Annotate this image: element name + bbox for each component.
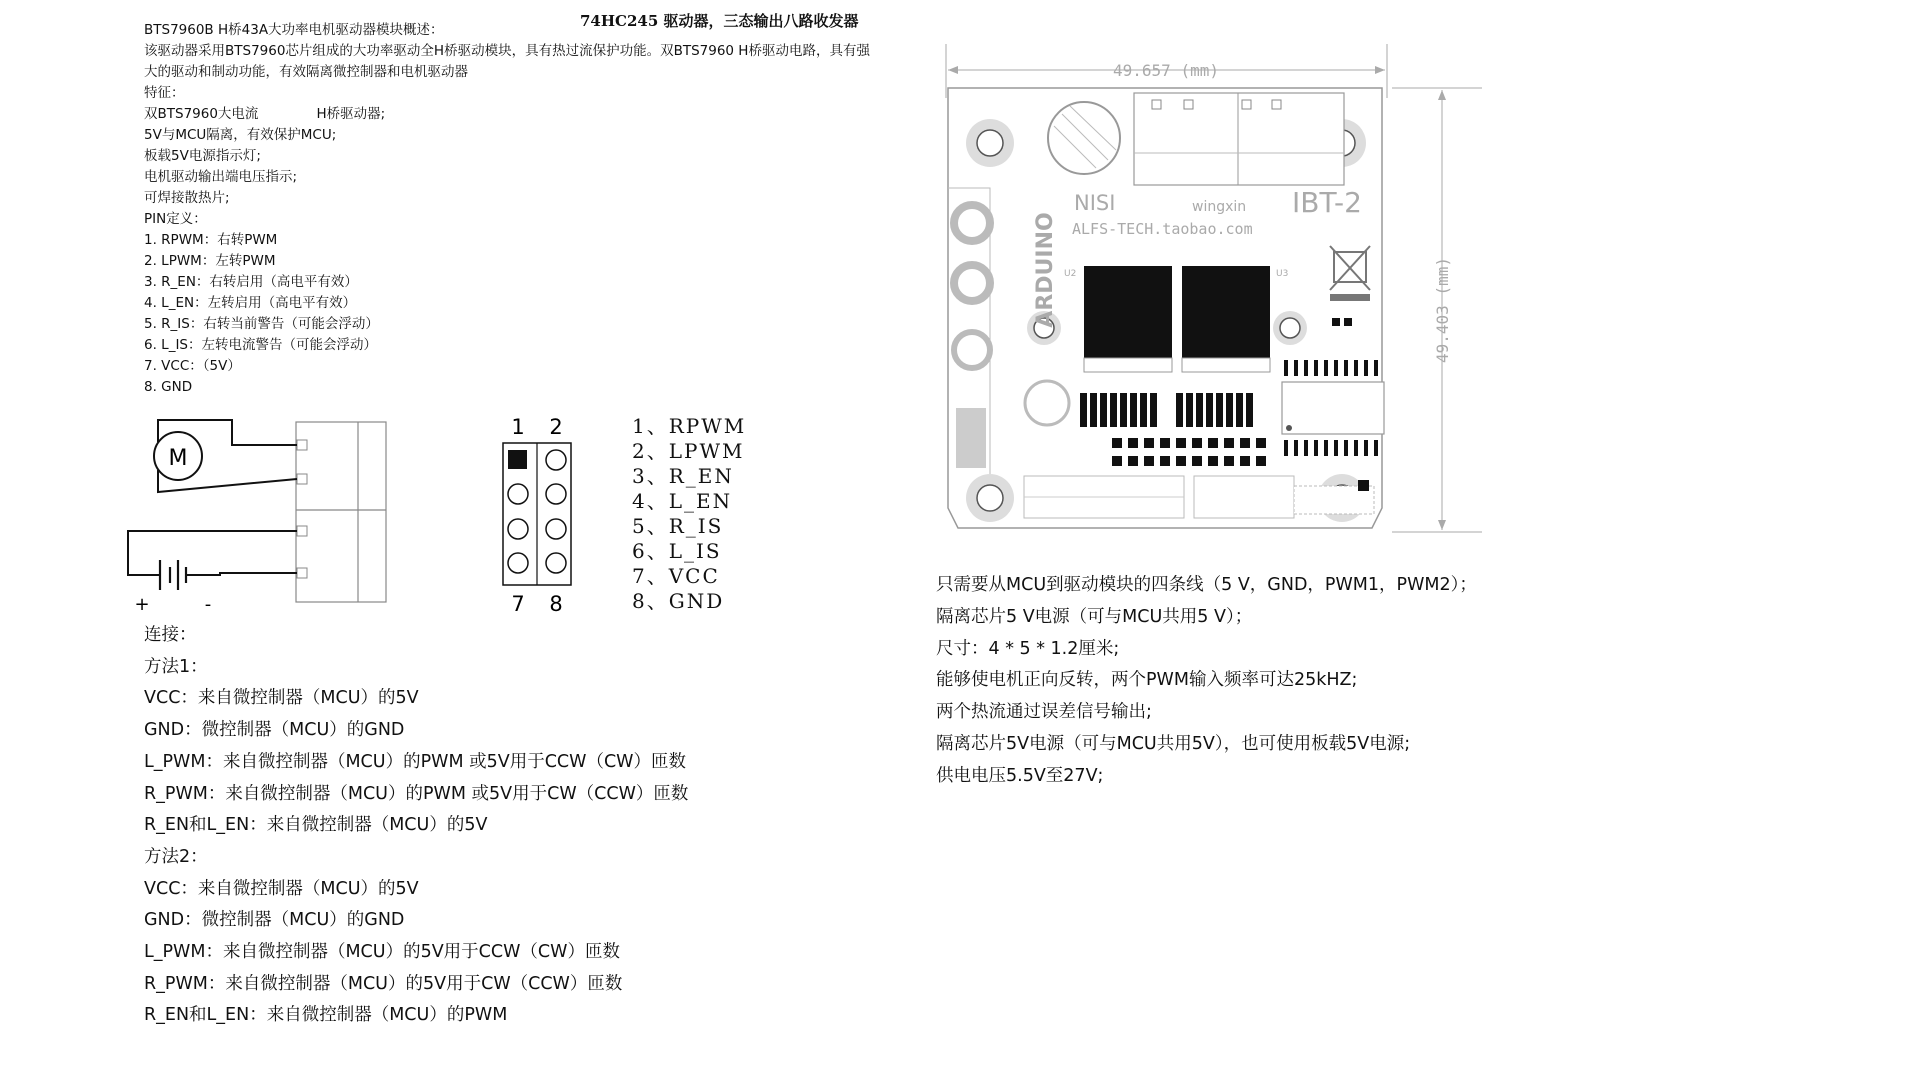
pin-header-label-8: 8 — [549, 592, 563, 616]
connection-line: L_PWM：来自微控制器（MCU）的5V用于CCW（CW）匝数 — [144, 942, 620, 963]
feature-line: 只需要从MCU到驱动模块的四条线（5 V，GND，PWM1，PWM2）； — [936, 575, 1477, 595]
pin-header-diagram — [494, 410, 594, 620]
pin-def-line: 8. GND — [144, 379, 193, 395]
desc-feature-dual-b: H桥驱动器; — [316, 106, 386, 122]
connection-instructions — [144, 620, 688, 1032]
pin-list-item: 8、GND — [632, 589, 725, 613]
board-model: IBT-2 — [1292, 186, 1362, 219]
connection-line: GND：微控制器（MCU）的GND — [144, 910, 405, 931]
pin-def-line: 6. L_IS：左转电流警告（可能会浮动） — [144, 337, 377, 353]
desc-line: 板载5V电源指示灯; — [144, 148, 261, 164]
terminal-block — [296, 422, 386, 602]
pin-def-line: 2. LPWM：左转PWM — [144, 253, 276, 269]
battery-minus-label: - — [204, 594, 212, 615]
desc-line: BTS7960B H桥43A大功率电机驱动器模块概述： — [144, 22, 444, 38]
pin-def-line: 3. R_EN：右转启用（高电平有效） — [144, 274, 358, 290]
pin-def-line: 4. L_EN：左转启用（高电平有效） — [144, 295, 357, 311]
pin-list-item: 6、L_IS — [632, 539, 722, 563]
feature-line: 供电电压5.5V至27V; — [936, 765, 1104, 786]
bts7960-chip-u3 — [1182, 266, 1270, 358]
pin-header-label-1: 1 — [511, 415, 525, 439]
connection-line: VCC：来自微控制器（MCU）的5V — [144, 878, 419, 899]
pin-header-label-2: 2 — [549, 415, 563, 439]
connection-line: VCC：来自微控制器（MCU）的5V — [144, 688, 419, 709]
board-height-dimension: 49.403 (mm) — [1433, 257, 1452, 363]
pin-list-item: 2、LPWM — [632, 439, 745, 463]
motor-label: M — [168, 446, 188, 471]
pin-def-line: 1. RPWM：右转PWM — [144, 232, 278, 248]
feature-line: 能够使电机正向反转，两个PWM输入频率可达25kHZ; — [936, 670, 1358, 691]
feature-list — [936, 570, 1477, 793]
pin-list-item: 1、RPWM — [632, 414, 747, 438]
method-heading: 方法2： — [144, 846, 208, 867]
board-brand: NISI — [1074, 191, 1116, 215]
connection-line: R_PWM：来自微控制器（MCU）的5V用于CW（CCW）匝数 — [144, 973, 623, 994]
mounting-hole-icon — [966, 474, 1014, 522]
wiring-diagram — [120, 410, 410, 620]
pin-header-label-7: 7 — [511, 592, 525, 616]
chip-u2-label: U2 — [1064, 269, 1077, 279]
isolator-ic — [1282, 382, 1384, 434]
method-heading: 方法1： — [144, 656, 208, 677]
pin-1-square — [508, 450, 527, 469]
connection-line: R_EN和L_EN：来自微控制器（MCU）的5V — [144, 815, 488, 836]
pin-list-item: 4、L_EN — [632, 489, 733, 513]
pin-list-item: 5、R_IS — [632, 514, 724, 538]
board-width-dimension: 49.657 (mm) — [1113, 61, 1219, 80]
connection-line: L_PWM：来自微控制器（MCU）的PWM 或5V用于CCW（CW）匝数 — [144, 751, 686, 772]
feature-line: 隔离芯片5V电源（可与MCU共用5V），也可使用板载5V电源; — [936, 733, 1411, 754]
connection-line: R_PWM：来自微控制器（MCU）的PWM 或5V用于CW（CCW）匝数 — [144, 783, 689, 804]
desc-feature-dual — [144, 104, 904, 125]
pin-list — [632, 414, 746, 614]
feature-line: 隔离芯片5 V电源（可与MCU共用5 V）； — [936, 606, 1253, 627]
bts7960-chip-u2 — [1084, 266, 1172, 358]
page-title: 74HC245 驱动器，三态输出八路收发器 — [580, 12, 859, 30]
connection-heading: 连接： — [144, 625, 197, 645]
board-maker: wingxin — [1192, 199, 1247, 215]
pin-list-item: 3、R_EN — [632, 464, 734, 488]
arduino-logo-text: ARDUINO — [1033, 212, 1058, 328]
desc-feature-dual-a: 双BTS7960大电流 — [144, 106, 259, 122]
mounting-hole-icon — [966, 119, 1014, 167]
connection-line: GND：微控制器（MCU）的GND — [144, 720, 405, 741]
pin-def-line: 7. VCC：（5V） — [144, 358, 241, 374]
desc-line: 该驱动器采用BTS7960芯片组成的大功率驱动全H桥驱动模块，具有热过流保护功能。双BTS7960 H桥驱动电路，具有强 — [144, 43, 870, 59]
desc-line: 特征： — [144, 85, 185, 101]
feature-line: 尺寸：4 * 5 * 1.2厘米; — [936, 638, 1120, 659]
capacitor-icon — [1048, 102, 1120, 174]
board-drawing — [912, 38, 1492, 538]
pin-def-line: 5. R_IS：右转当前警告（可能会浮动） — [144, 316, 379, 332]
desc-line: PIN定义： — [144, 211, 207, 227]
output-terminal-block — [1134, 93, 1344, 185]
feature-line: 两个热流通过误差信号输出; — [936, 702, 1152, 723]
module-description — [144, 20, 904, 398]
chip-u3-label: U3 — [1276, 269, 1289, 279]
desc-line: 可焊接散热片; — [144, 190, 230, 206]
desc-line: 大的驱动和制动功能，有效隔离微控制器和电机驱动器 — [144, 64, 468, 80]
pin-list-item: 7、VCC — [632, 564, 720, 588]
desc-line: 5V与MCU隔离，有效保护MCU; — [144, 127, 337, 143]
battery-plus-label: + — [134, 594, 150, 615]
board-url: ALFS-TECH.taobao.com — [1072, 220, 1253, 238]
desc-line: 电机驱动输出端电压指示; — [144, 169, 298, 185]
connection-line: R_EN和L_EN：来自微控制器（MCU）的PWM — [144, 1005, 508, 1026]
